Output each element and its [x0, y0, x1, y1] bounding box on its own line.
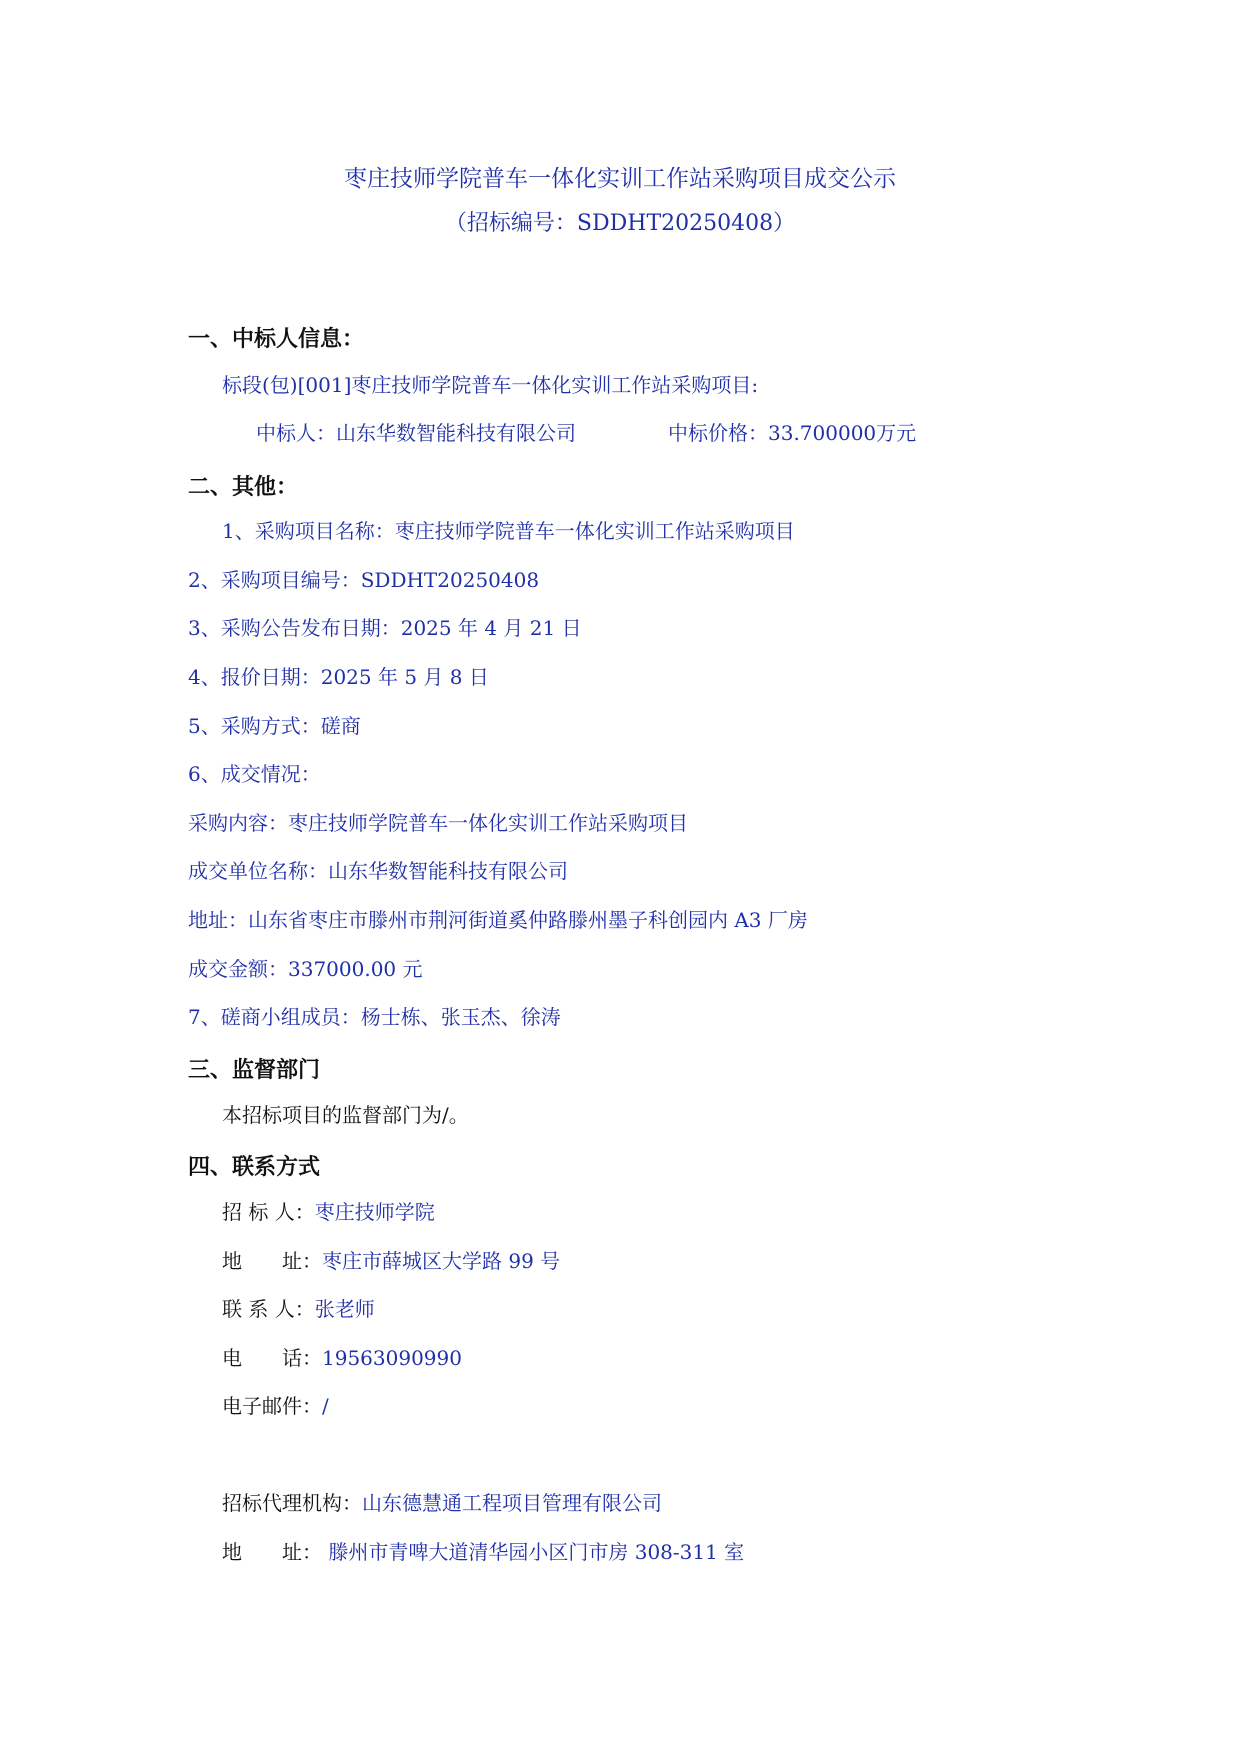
deal-unit: 成交单位名称：山东华数智能科技有限公司 — [188, 859, 568, 883]
item-6: 6、成交情况： — [188, 762, 321, 786]
supervision-text: 本招标项目的监督部门为/。 — [222, 1103, 469, 1127]
tenderer-value: 枣庄技师学院 — [314, 1200, 435, 1224]
contact-value: 张老师 — [314, 1297, 375, 1321]
winner-line — [256, 420, 576, 446]
lot-line: 标段(包)[001]枣庄技师学院普车一体化实训工作站采购项目: — [222, 373, 759, 397]
deal-address: 地址：山东省枣庄市滕州市荆河街道奚仲路滕州墨子科创园内 A3 厂房 — [188, 908, 808, 932]
address-value: 枣庄市薛城区大学路 99 号 — [322, 1249, 561, 1273]
contact-label: 联 系 人： — [222, 1297, 315, 1321]
phone-line — [222, 1345, 462, 1371]
item-5: 5、采购方式：磋商 — [188, 714, 361, 738]
agency-address-line — [222, 1539, 744, 1565]
doc-subtitle: （招标编号：SDDHT20250408） — [444, 211, 796, 236]
winner-value: 山东华数智能科技有限公司 — [336, 421, 576, 445]
winner-label: 中标人： — [256, 421, 336, 445]
doc-title: 枣庄技师学院普车一体化实训工作站采购项目成交公示 — [344, 166, 896, 192]
phone-value: 19563090990 — [322, 1346, 462, 1370]
deal-content: 采购内容：枣庄技师学院普车一体化实训工作站采购项目 — [188, 811, 688, 835]
agency-address-label: 地 址： — [222, 1540, 322, 1564]
item-1: 1、采购项目名称：枣庄技师学院普车一体化实训工作站采购项目 — [222, 519, 795, 543]
price-label: 中标价格： — [668, 421, 768, 445]
contact-line — [222, 1296, 375, 1322]
item-4: 4、报价日期：2025 年 5 月 8 日 — [188, 665, 489, 689]
agency-label: 招标代理机构： — [222, 1491, 362, 1515]
tenderer-label: 招 标 人： — [222, 1200, 315, 1224]
address-line — [222, 1248, 560, 1274]
agency-value: 山东德慧通工程项目管理有限公司 — [362, 1491, 662, 1515]
email-label: 电子邮件： — [222, 1394, 322, 1418]
item-7: 7、磋商小组成员：杨士栋、张玉杰、徐涛 — [188, 1005, 561, 1029]
item-3: 3、采购公告发布日期：2025 年 4 月 21 日 — [188, 616, 582, 640]
deal-amount: 成交金额：337000.00 元 — [188, 957, 423, 981]
phone-label: 电 话： — [222, 1346, 322, 1370]
tenderer-line — [222, 1199, 435, 1225]
address-label: 地 址： — [222, 1249, 322, 1273]
section-3-heading: 三、监督部门 — [188, 1057, 321, 1083]
agency-line — [222, 1490, 662, 1516]
email-line — [222, 1393, 329, 1419]
price-value: 33.700000 — [768, 421, 877, 445]
section-1-heading: 一、中标人信息： — [188, 326, 365, 352]
price-line — [668, 420, 916, 446]
item-2: 2、采购项目编号：SDDHT20250408 — [188, 568, 540, 592]
section-2-heading: 二、其他： — [188, 474, 299, 500]
price-unit: 万元 — [876, 421, 917, 445]
section-4-heading: 四、联系方式 — [188, 1154, 321, 1180]
agency-address-value: 滕州市青啤大道清华园小区门市房 308-311 室 — [322, 1540, 745, 1564]
email-value: / — [322, 1394, 329, 1418]
